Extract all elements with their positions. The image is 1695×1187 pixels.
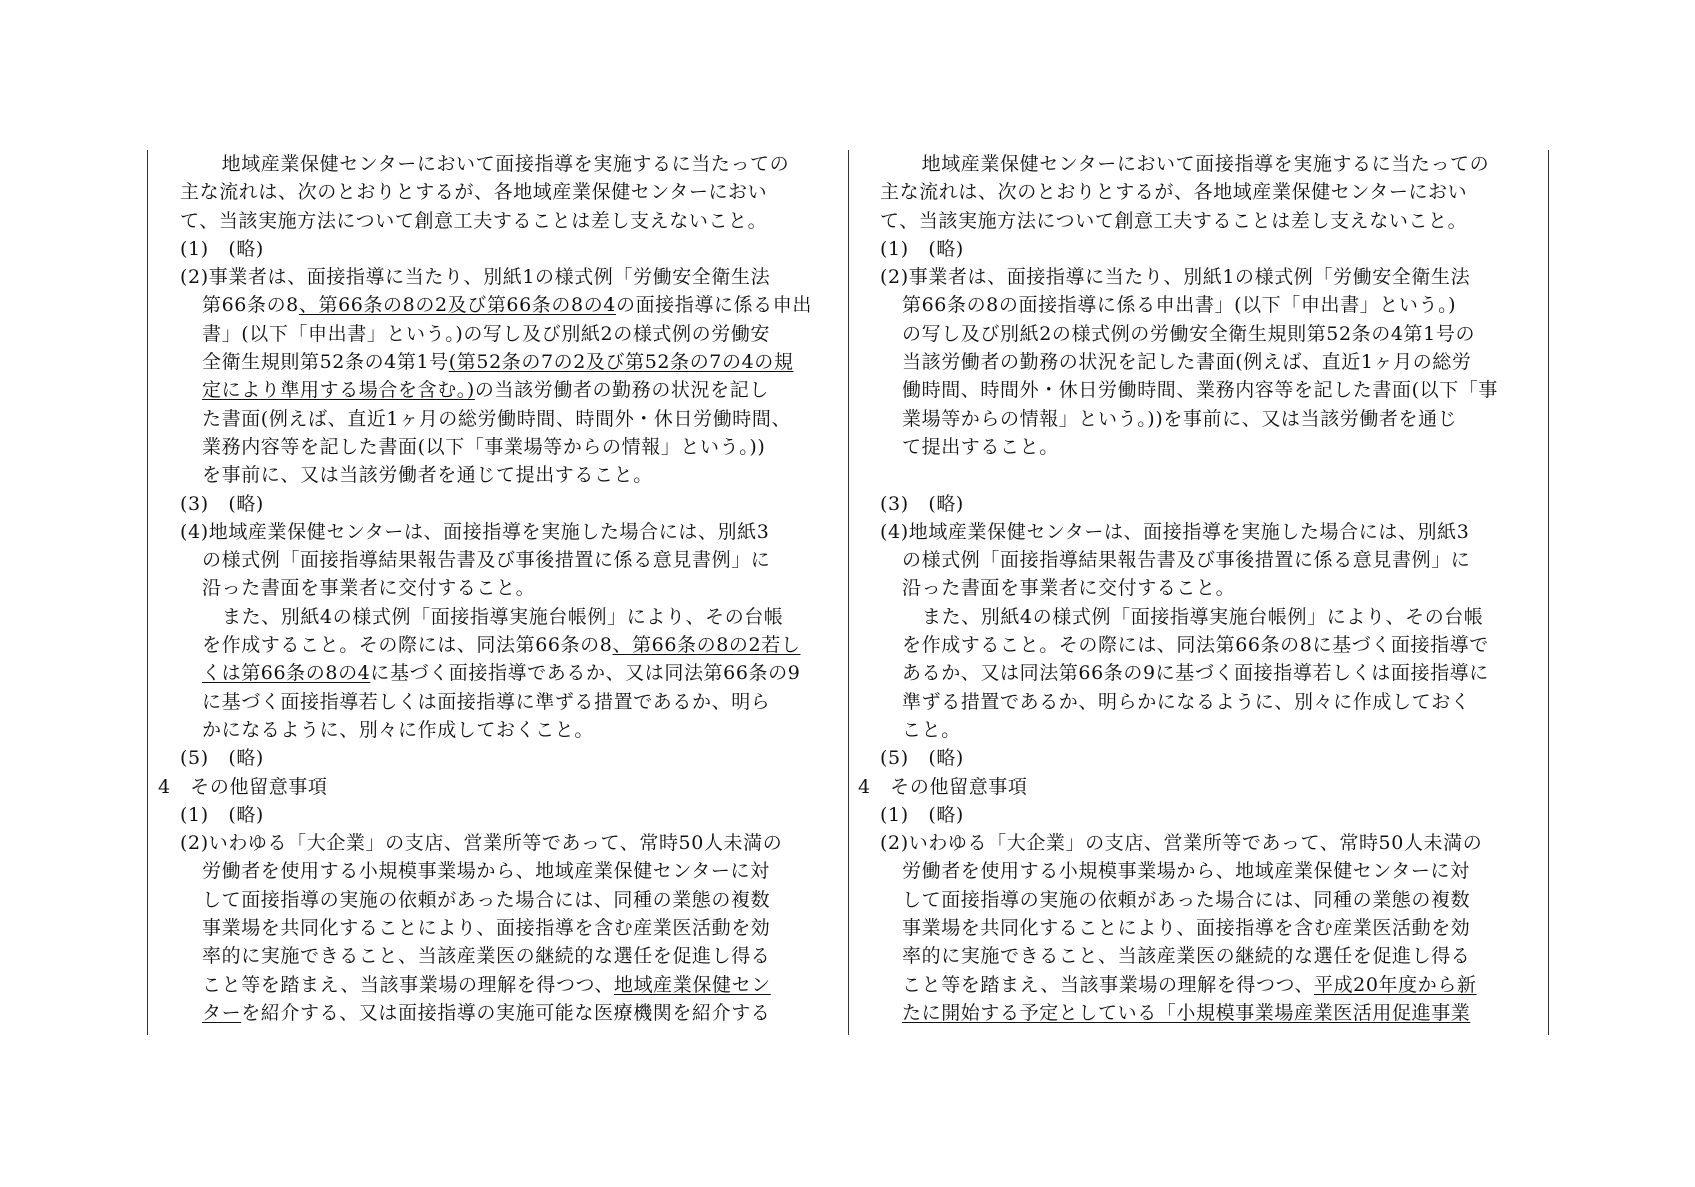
text-line: [158, 631, 848, 659]
right-column-current: [858, 150, 1548, 1035]
text-segment: 全衛生規則第52条の4第1号: [202, 351, 449, 374]
text-line: [858, 291, 1548, 319]
text-segment: して面接指導の実施の依頼があった場合には、同種の業態の複数: [202, 888, 771, 911]
text-segment: また、別紙4の様式例「面接指導実施台帳例」により、その台帳: [922, 605, 1484, 628]
text-line: [158, 433, 848, 461]
text-segment: かになるように、別々に作成しておくこと。: [202, 718, 595, 741]
text-line: [858, 773, 1548, 801]
text-line: [158, 405, 848, 433]
text-line: [858, 263, 1548, 291]
text-segment: あるか、又は同法第66条の9に基づく面接指導若しくは面接指導に: [902, 662, 1489, 685]
text-segment: 事業場を共同化することにより、面接指導を含む産業医活動を効: [902, 917, 1471, 940]
text-line: [158, 546, 848, 574]
text-line: [858, 490, 1548, 518]
text-segment: 業務内容等を記した書面(以下「事業場等からの情報」という。)): [202, 435, 766, 458]
text-segment: こと等を踏まえ、当該事業場の理解を得つつ、: [202, 973, 614, 996]
text-segment: の様式例「面接指導結果報告書及び事後措置に係る意見書例」に: [202, 549, 771, 572]
text-line: [858, 716, 1548, 744]
text-line: [858, 631, 1548, 659]
text-segment: 第66条の8の面接指導に係る申出書」(以下「申出書」という。): [902, 294, 1457, 317]
underlined-amendment: 、第66条の8の2若し: [612, 634, 801, 657]
underlined-amendment: 平成20年度から新: [1313, 973, 1477, 996]
text-line: [858, 914, 1548, 942]
text-line: [158, 207, 848, 235]
text-line: [858, 348, 1548, 376]
text-line: [158, 773, 848, 801]
text-line: [158, 716, 848, 744]
text-line: [858, 829, 1548, 857]
text-line: [858, 178, 1548, 206]
text-segment: (5) (略): [180, 747, 264, 770]
underlined-amendment: 定により準用する場合を含む。): [202, 379, 475, 402]
text-segment: (5) (略): [880, 747, 964, 770]
text-segment: を作成すること。その際には、同法第66条の8に基づく面接指導で: [902, 634, 1489, 657]
text-segment: 主な流れは、次のとおりとするが、各地域産業保健センターにおい: [880, 181, 1468, 204]
text-segment: (4)地域産業保健センターは、面接指導を実施した場合には、別紙3: [880, 520, 1470, 543]
text-line: [858, 744, 1548, 772]
text-line: [858, 603, 1548, 631]
text-line: [858, 546, 1548, 574]
text-line: [158, 942, 848, 970]
text-line: [158, 971, 848, 999]
text-line: [158, 320, 848, 348]
text-line: [158, 150, 848, 178]
text-line: [158, 801, 848, 829]
text-segment: 率的に実施できること、当該産業医の継続的な選任を促進し得る: [902, 945, 1471, 968]
text-segment: に基づく面接指導若しくは面接指導に準ずる措置であるか、明ら: [202, 690, 771, 713]
text-line: [158, 235, 848, 263]
text-segment: (1) (略): [880, 803, 964, 826]
text-segment: (1) (略): [880, 237, 964, 260]
text-line: [858, 999, 1548, 1027]
text-segment: (2)いわゆる「大企業」の支店、営業所等であって、常時50人未満の: [880, 832, 1483, 855]
text-segment: (3) (略): [180, 492, 264, 515]
text-line: [158, 461, 848, 489]
text-segment: に基づく面接指導であるか、又は同法第66条の9: [370, 662, 801, 685]
text-segment: 第66条の8: [202, 294, 299, 317]
underlined-amendment: くは第66条の8の4: [202, 662, 371, 685]
text-segment: 書」(以下「申出書」という。)の写し及び別紙2の様式例の労働安: [202, 322, 771, 345]
text-segment: 4 その他留意事項: [158, 775, 328, 798]
text-line: [858, 801, 1548, 829]
text-segment: 沿った書面を事業者に交付すること。: [202, 577, 536, 600]
text-segment: 事業場を共同化することにより、面接指導を含む産業医活動を効: [202, 917, 771, 940]
text-line: [158, 688, 848, 716]
text-line: [158, 999, 848, 1027]
text-line: [158, 348, 848, 376]
text-line: [158, 291, 848, 319]
text-line: [858, 857, 1548, 885]
text-segment: 地域産業保健センターにおいて面接指導を実施するに当たっての: [902, 153, 1490, 175]
text-line: [158, 886, 848, 914]
text-line: [858, 207, 1548, 235]
text-segment: (4)地域産業保健センターは、面接指導を実施した場合には、別紙3: [180, 520, 770, 543]
text-line: [858, 518, 1548, 546]
text-segment: を紹介する、又は面接指導の実施可能な医療機関を紹介する: [241, 1001, 771, 1024]
text-segment: 当該労働者の勤務の状況を記した書面(例えば、直近1ヶ月の総労: [902, 351, 1472, 374]
text-segment: て、当該実施方法について創意工夫することは差し支えないこと。: [180, 209, 768, 232]
text-segment: (1) (略): [180, 803, 264, 826]
text-line: [858, 405, 1548, 433]
text-line: [158, 574, 848, 602]
text-segment: の写し及び別紙2の様式例の労働安全衛生規則第52条の4第1号の: [902, 322, 1476, 345]
text-line: [858, 688, 1548, 716]
text-line: [858, 433, 1548, 461]
column-divider: [848, 150, 849, 1035]
text-line: [858, 235, 1548, 263]
text-segment: の当該労働者の勤務の状況を記し: [474, 379, 769, 402]
text-line: [158, 603, 848, 631]
text-segment: の様式例「面接指導結果報告書及び事後措置に係る意見書例」に: [902, 549, 1471, 572]
text-segment: 率的に実施できること、当該産業医の継続的な選任を促進し得る: [202, 945, 771, 968]
text-segment: (3) (略): [880, 492, 964, 515]
text-segment: 主な流れは、次のとおりとするが、各地域産業保健センターにおい: [180, 181, 768, 204]
text-segment: (1) (略): [180, 237, 264, 260]
text-line: [158, 518, 848, 546]
text-line: [158, 263, 848, 291]
text-line: [858, 942, 1548, 970]
underlined-amendment: 地域産業保健セン: [613, 973, 771, 996]
underlined-amendment: 、第66条の8の2及び第66条の8の4: [298, 294, 616, 317]
text-segment: 準ずる措置であるか、明らかになるように、別々に作成しておく: [902, 690, 1471, 713]
text-line: [158, 857, 848, 885]
text-segment: て提出すること。: [902, 435, 1059, 458]
text-line: [858, 150, 1548, 178]
text-segment: を作成すること。その際には、同法第66条の8: [202, 634, 613, 657]
text-segment: 業場等からの情報」という。))を事前に、又は当該労働者を通じ: [902, 407, 1458, 430]
text-segment: て、当該実施方法について創意工夫することは差し支えないこと。: [880, 209, 1468, 232]
text-segment: こと等を踏まえ、当該事業場の理解を得つつ、: [902, 973, 1314, 996]
text-segment: 沿った書面を事業者に交付すること。: [902, 577, 1236, 600]
text-segment: た書面(例えば、直近1ヶ月の総労働時間、時間外・休日労働時間、: [202, 407, 792, 430]
comparison-table: [147, 150, 1549, 1035]
text-line: [158, 178, 848, 206]
left-column-revised: [158, 150, 848, 1035]
text-line: [158, 744, 848, 772]
text-segment: (2)事業者は、面接指導に当たり、別紙1の様式例「労働安全衛生法: [880, 266, 1471, 289]
text-segment: (2)いわゆる「大企業」の支店、営業所等であって、常時50人未満の: [180, 832, 783, 855]
text-line: [158, 659, 848, 687]
text-line: [158, 914, 848, 942]
text-line: [158, 490, 848, 518]
text-segment: また、別紙4の様式例「面接指導実施台帳例」により、その台帳: [222, 605, 784, 628]
text-line: [858, 574, 1548, 602]
text-segment: (2)事業者は、面接指導に当たり、別紙1の様式例「労働安全衛生法: [180, 266, 771, 289]
underlined-amendment: たに開始する予定としている「小規模事業場産業医活用促進事業: [902, 1001, 1471, 1024]
text-line: [858, 659, 1548, 687]
text-line: [858, 376, 1548, 404]
text-segment: を事前に、又は当該労働者を通じて提出すること。: [202, 464, 653, 487]
underlined-amendment: (第52条の7の2及び第52条の7の4の規: [448, 351, 794, 374]
text-line: [858, 461, 1548, 489]
text-segment: 地域産業保健センターにおいて面接指導を実施するに当たっての: [202, 153, 790, 175]
text-segment: して面接指導の実施の依頼があった場合には、同種の業態の複数: [902, 888, 1471, 911]
text-segment: 労働者を使用する小規模事業場から、地域産業保健センターに対: [902, 860, 1470, 883]
text-line: [158, 829, 848, 857]
text-segment: 労働者を使用する小規模事業場から、地域産業保健センターに対: [202, 860, 770, 883]
text-segment: 働時間、時間外・休日労働時間、業務内容等を記した書面(以下「事: [902, 379, 1499, 402]
text-line: [858, 320, 1548, 348]
text-line: [158, 376, 848, 404]
text-line: [858, 886, 1548, 914]
text-segment: こと。: [902, 718, 961, 741]
text-line: [858, 971, 1548, 999]
text-segment: 4 その他留意事項: [858, 775, 1028, 798]
underlined-amendment: ター: [202, 1001, 242, 1024]
text-segment: の面接指導に係る申出: [615, 294, 812, 317]
